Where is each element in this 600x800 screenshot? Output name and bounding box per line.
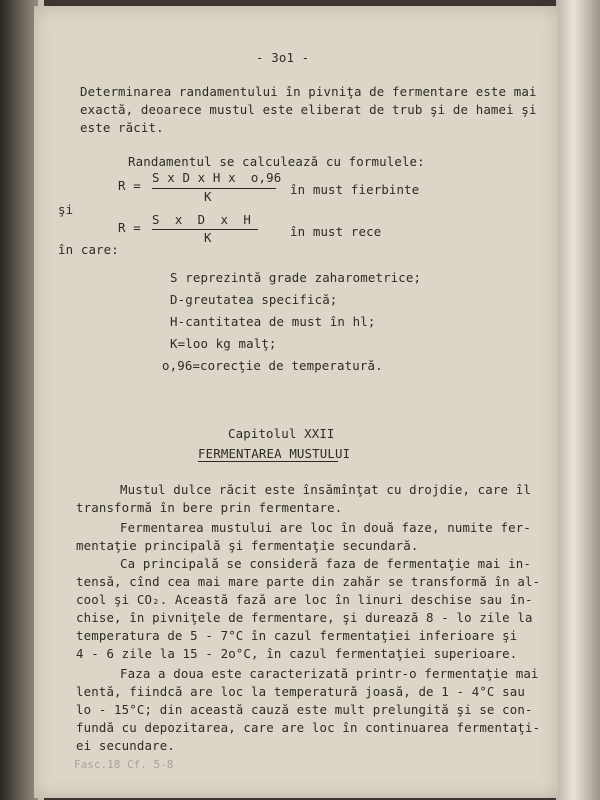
- formula2-denominator: K: [204, 230, 212, 245]
- formula1-note: în must fierbinte: [290, 182, 420, 197]
- page-number: - 3o1 -: [256, 50, 310, 65]
- body-line: Faza a doua este caracterizată printr-o fermentaţie mai: [120, 666, 539, 681]
- formula2-lhs: R =: [118, 220, 141, 235]
- body-line: lo - 15°C; din această cauză este mult prelungită şi se con-: [76, 702, 533, 717]
- formula2-numerator: S x D x H: [152, 212, 251, 227]
- chapter-number: Capitolul XXII: [228, 426, 335, 441]
- intro-line: Determinarea randamentului în pivniţa de fermentare este mai: [80, 84, 537, 99]
- definition-line: D-greutatea specifică;: [170, 292, 338, 307]
- book-right-pages: [556, 0, 600, 800]
- formula1-fraction-bar: [152, 188, 276, 189]
- body-line: chise, în pivniţele de fermentare, şi durează 8 - lo zile la: [76, 610, 533, 625]
- body-line: lentă, fiindcă are loc la temperatură joasă, de 1 - 4°C sau: [76, 684, 525, 699]
- body-line: fundă cu depozitarea, care are loc în continuarea fermentaţi-: [76, 720, 541, 735]
- definition-line: H-cantitatea de must în hl;: [170, 314, 376, 329]
- body-line: tensă, cînd cea mai mare parte din zahăr se transformă în al-: [76, 574, 541, 589]
- document-page: [34, 6, 558, 798]
- definition-line: K=loo kg malţ;: [170, 336, 277, 351]
- body-line: 4 - 6 zile la 15 - 2o°C, în cazul fermentaţiei superioare.: [76, 646, 518, 661]
- body-line: cool şi CO₂. Această fază are loc în linuri deschise sau în-: [76, 592, 533, 607]
- body-line: temperatura de 5 - 7°C în cazul fermentaţiei inferioare şi: [76, 628, 518, 643]
- formula2-note: în must rece: [290, 224, 382, 239]
- intro-line: exactă, deoarece mustul este eliberat de trub şi de hamei şi: [80, 102, 537, 117]
- conjunction: şi: [58, 202, 74, 217]
- body-line: Mustul dulce răcit este însămînţat cu drojdie, care îl: [120, 482, 531, 497]
- definition-line: o,96=corecţie de temperatură.: [162, 358, 383, 373]
- formula-intro: Randamentul se calculează cu formulele:: [128, 154, 425, 169]
- formula1-denominator: K: [204, 189, 212, 204]
- chapter-title-underline: [198, 461, 338, 462]
- where-label: în care:: [58, 242, 119, 257]
- intro-line: este răcit.: [80, 120, 164, 135]
- chapter-title: FERMENTAREA MUSTULUI: [198, 446, 351, 461]
- body-line: transformă în bere prin fermentare.: [76, 500, 343, 515]
- definition-line: S reprezintă grade zaharometrice;: [170, 270, 422, 285]
- archive-stamp: Fasc.18 Cf. 5-8: [74, 758, 174, 771]
- formula1-lhs: R =: [118, 178, 141, 193]
- formula1-numerator: S x D x H x o,96: [152, 170, 282, 185]
- body-line: ei secundare.: [76, 738, 175, 753]
- body-line: Ca principală se consideră faza de fermentaţie mai in-: [120, 556, 531, 571]
- body-line: Fermentarea mustului are loc în două faze, numite fer-: [120, 520, 531, 535]
- body-line: mentaţie principală şi fermentaţie secundară.: [76, 538, 419, 553]
